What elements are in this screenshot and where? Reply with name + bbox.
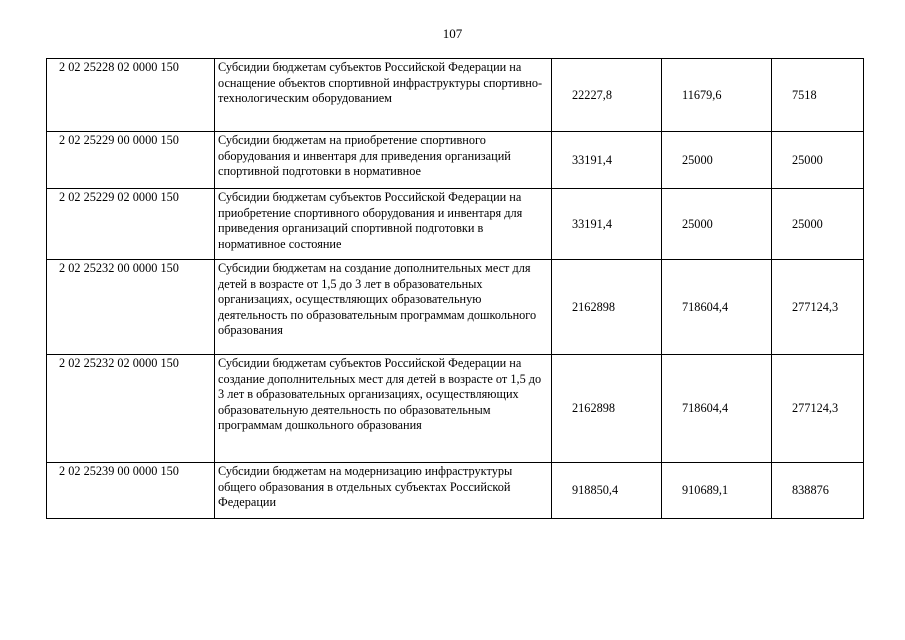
amount-cell-2: 25000 [662, 189, 772, 260]
budget-code-cell: 2 02 25232 00 0000 150 [47, 260, 215, 355]
description-cell: Субсидии бюджетам субъектов Российской Федерации на создание дополнительных мест для детей в возрасте от 1,5 до 3 лет в образовательных организациях, осуществляющих образовательную деятельность по образовательным программам дошкольного образования [215, 355, 552, 463]
amount-cell-3: 277124,3 [772, 355, 864, 463]
description-cell: Субсидии бюджетам субъектов Российской Федерации на приобретение спортивного оборудования и инвентаря для приведения организаций спортивной подготовки в нормативное состояние [215, 189, 552, 260]
amount-cell-1: 2162898 [552, 260, 662, 355]
amount-cell-1: 2162898 [552, 355, 662, 463]
description-cell: Субсидии бюджетам на модернизацию инфраструктуры общего образования в отдельных субъектах Российской Федерации [215, 463, 552, 519]
table-row [47, 189, 864, 260]
budget-code-cell: 2 02 25228 02 0000 150 [47, 59, 215, 132]
amount-cell-3: 7518 [772, 59, 864, 132]
amount-cell-2: 718604,4 [662, 355, 772, 463]
page-number: 107 [442, 26, 463, 41]
table-row [47, 132, 864, 189]
amount-cell-1: 22227,8 [552, 59, 662, 132]
amount-cell-3: 838876 [772, 463, 864, 519]
amount-cell-1: 33191,4 [552, 189, 662, 260]
table-row [47, 59, 864, 132]
description-cell: Субсидии бюджетам на приобретение спортивного оборудования и инвентаря для приведения организаций спортивной подготовки в нормативное [215, 132, 552, 189]
description-cell: Субсидии бюджетам на создание дополнительных мест для детей в возрасте от 1,5 до 3 лет в образовательных организациях, осуществляющих образовательную деятельность по образовательным программам дошкольного образования [215, 260, 552, 355]
table-row [47, 260, 864, 355]
amount-cell-2: 25000 [662, 132, 772, 189]
amount-cell-3: 25000 [772, 189, 864, 260]
budget-code-cell: 2 02 25229 00 0000 150 [47, 132, 215, 189]
amount-cell-3: 277124,3 [772, 260, 864, 355]
amount-cell-1: 33191,4 [552, 132, 662, 189]
budget-code-cell: 2 02 25232 02 0000 150 [47, 355, 215, 463]
table-row [47, 463, 864, 519]
amount-cell-2: 910689,1 [662, 463, 772, 519]
amount-cell-1: 918850,4 [552, 463, 662, 519]
amount-cell-3: 25000 [772, 132, 864, 189]
description-cell: Субсидии бюджетам субъектов Российской Федерации на оснащение объектов спортивной инфраструктуры спортивно-технологическим оборудованием [215, 59, 552, 132]
amount-cell-2: 11679,6 [662, 59, 772, 132]
amount-cell-2: 718604,4 [662, 260, 772, 355]
budget-code-cell: 2 02 25229 02 0000 150 [47, 189, 215, 260]
budget-code-cell: 2 02 25239 00 0000 150 [47, 463, 215, 519]
budget-table [46, 58, 864, 519]
table-row [47, 355, 864, 463]
